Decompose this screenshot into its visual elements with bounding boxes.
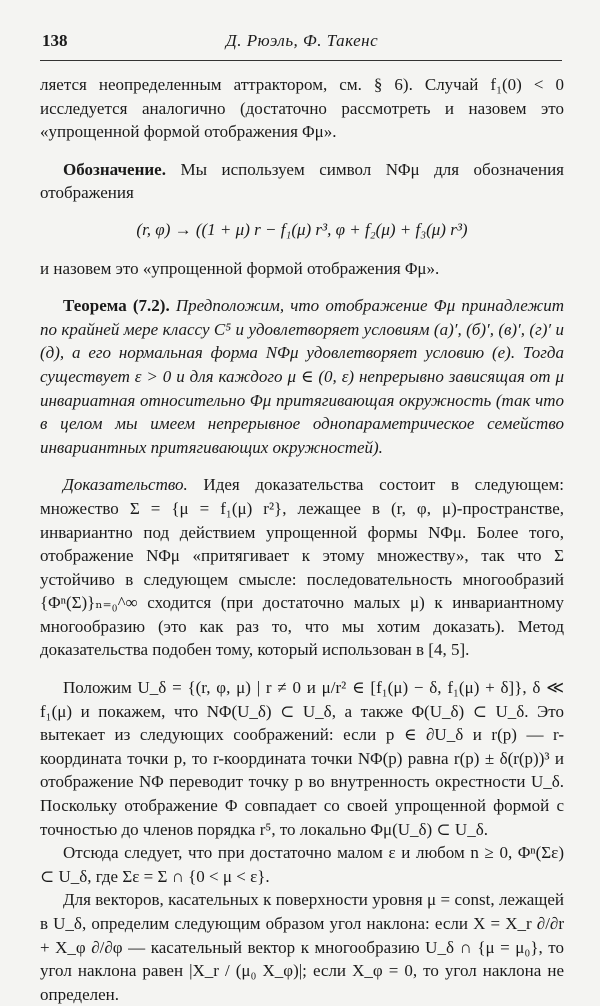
equation-simplified-map: (r, φ) → ((1 + μ) r − f₁(μ) r³, φ + f₂(μ) + f₃(μ) r³) bbox=[136, 219, 468, 239]
proof-label: Доказательство. bbox=[63, 475, 188, 495]
notation-label: Обозначение. bbox=[63, 159, 166, 179]
theorem-label: Теорема (7.2). bbox=[63, 296, 170, 316]
proof-text: Идея доказательства состоит в следующем: множество Σ = {μ = f₁(μ) r²}, лежащее в (r, φ, μ)-пространстве, инвариантно под действием упрощенной формы NΦμ. Более того, отображение NΦμ «притягивает к этому множеству», так что Σ устойчиво в следующем смысле: последовательность многообразий {Φⁿ(Σ)}ₙ₌₀^∞ сходится (при достаточно малых μ) к инвариантному многообразию (это как раз то, что мы хотим доказать). Метод доказательства подобен тому, который использован в [4, 5]. bbox=[40, 475, 564, 660]
running-head: Д. Рюэль, Ф. Такенс bbox=[225, 31, 379, 50]
simplified-form-paragraph: и назовем это «упрощенной формой отображения Φμ». bbox=[40, 258, 440, 278]
proof-paragraph bbox=[40, 473, 564, 662]
notation-paragraph bbox=[40, 158, 564, 205]
theorem-paragraph bbox=[40, 294, 564, 459]
page-header bbox=[42, 29, 562, 53]
page-number: 138 bbox=[42, 31, 68, 50]
consequence-paragraph: Отсюда следует, что при достаточно малом ε и любом n ≥ 0, Φⁿ(Σε) ⊂ U_δ, где Σε = Σ ∩ {0 < μ < ε}. bbox=[40, 843, 564, 886]
paragraph-continuation: ляется неопределенным аттрактором, см. § 6). Случай f₁(0) < 0 исследуется аналогично (достаточно рассмотреть и назовем это «упрощенной формой отображения Φμ». bbox=[40, 75, 564, 142]
notation-text: Мы используем символ NΦμ для обозначения отображения bbox=[40, 159, 564, 203]
theorem-statement: Предположим, что отображение Φμ принадлежит по крайней мере классу C⁵ и удовлетворяет условиям (а)′, (б)′, (в)′, (г)′ и (д), а его нормальная форма NΦμ удовлетворяет условию (е). Тогда существует ε > 0 и для каждого μ ∈ (0, ε) непрерывно зависящая от μ инвариатная относительно Φμ притягивающая окружность (так что в целом мы имеем непрерывное однопараметрическое семейство инвариантных притягивающих окружностей). bbox=[40, 296, 564, 457]
neighborhood-paragraph: Положим U_δ = {(r, φ, μ) | r ≠ 0 и μ/r² ∈ [f₁(μ) − δ, f₁(μ) + δ]}, δ ≪ f₁(μ) и покажем, что NΦ(U_δ) ⊂ U_δ, а также Φ(U_δ) ⊂ U_δ. Это вытекает из следующих соображений: если p ∈ ∂U_δ и r(p) — r-координата точки p, то r-координата точки NΦ(p) равна r(p) ± δ(r(p))³ и отображение NΦ переводит точку p во внутренность окрестности U_δ. Поскольку отображение Φ совпадает со своей упрощенной формой с точностью до членов порядка r⁵, то локально Φμ(U_δ) ⊂ U_δ. bbox=[40, 678, 564, 839]
page-body bbox=[40, 73, 564, 1006]
header-rule bbox=[40, 60, 562, 61]
slope-paragraph: Для векторов, касательных к поверхности уровня μ = const, лежащей в U_δ, определим следующим образом угол наклона: если X = X_r ∂/∂r + X_φ ∂/∂φ — касательный вектор к многообразию U_δ ∩ {μ = μ₀}, то угол наклона равен |X_r / (μ₀ X_φ)|; если X_φ = 0, то угол наклона не определен. bbox=[40, 890, 564, 1004]
